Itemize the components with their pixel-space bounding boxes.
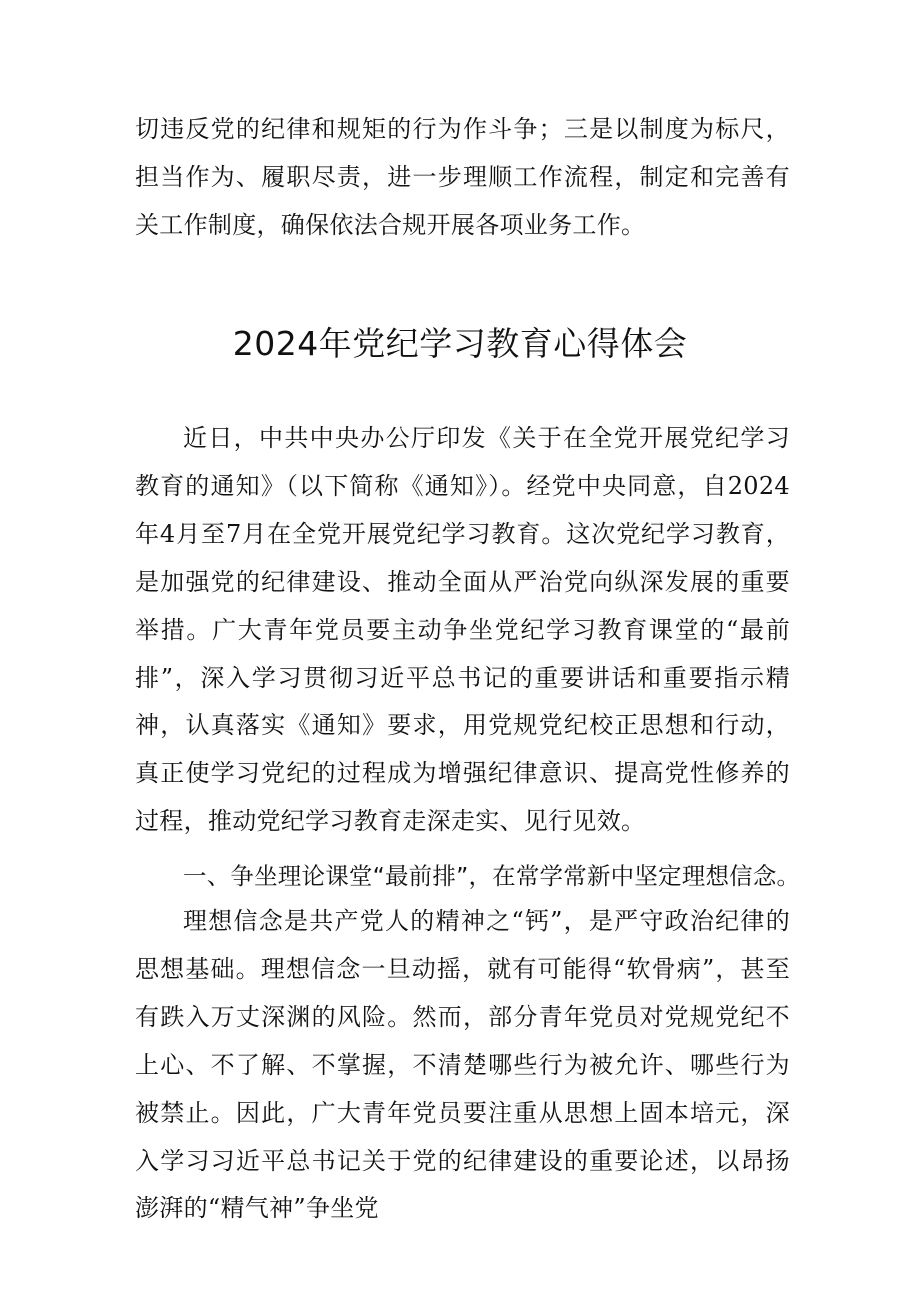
lead-paragraph: 切违反党的纪律和规矩的行为作斗争；三是以制度为标尺，担当作为、履职尽责，进一步理顺工作流程，制定和完善有关工作制度，确保依法合规开展各项业务工作。 bbox=[135, 115, 790, 239]
page-title: 2024年党纪学习教育心得体会 bbox=[232, 324, 688, 363]
section-body-paragraph: 理想信念是共产党人的精神之“钙”，是严守政治纪律的思想基础。理想信念一旦动摇，就有可能得“软骨病”，甚至有跌入万丈深渊的风险。然而，部分青年党员对党规党纪不上心、不了解、不掌握，不清楚哪些行为被允许、哪些行为被禁止。因此，广大青年党员要注重从思想上固本培元，深入学习习近平总书记关于党的纪律建设的重要论述，以昂扬澎湃的“精气神”争坐党 bbox=[135, 907, 790, 1223]
intro-paragraph: 近日，中共中央办公厅印发《关于在全党开展党纪学习教育的通知》（以下简称《通知》）。经党中央同意，自2024年4月至7月在全党开展党纪学习教育。这次党纪学习教育，是加强党的纪律建设、推动全面从严治党向纵深发展的重要举措。广大青年党员要主动争坐党纪学习教育课堂的“最前排”，深入学习贯彻习近平总书记的重要讲话和重要指示精神，认真落实《通知》要求，用党规党纪校正思想和行动，真正使学习党纪的过程成为增强纪律意识、提高党性修养的过程，推动党纪学习教育走深走实、见行见效。 bbox=[135, 424, 790, 836]
section-heading: 一、争坐理论课堂“最前排”，在常学常新中坚定理想信念。 bbox=[183, 862, 801, 890]
